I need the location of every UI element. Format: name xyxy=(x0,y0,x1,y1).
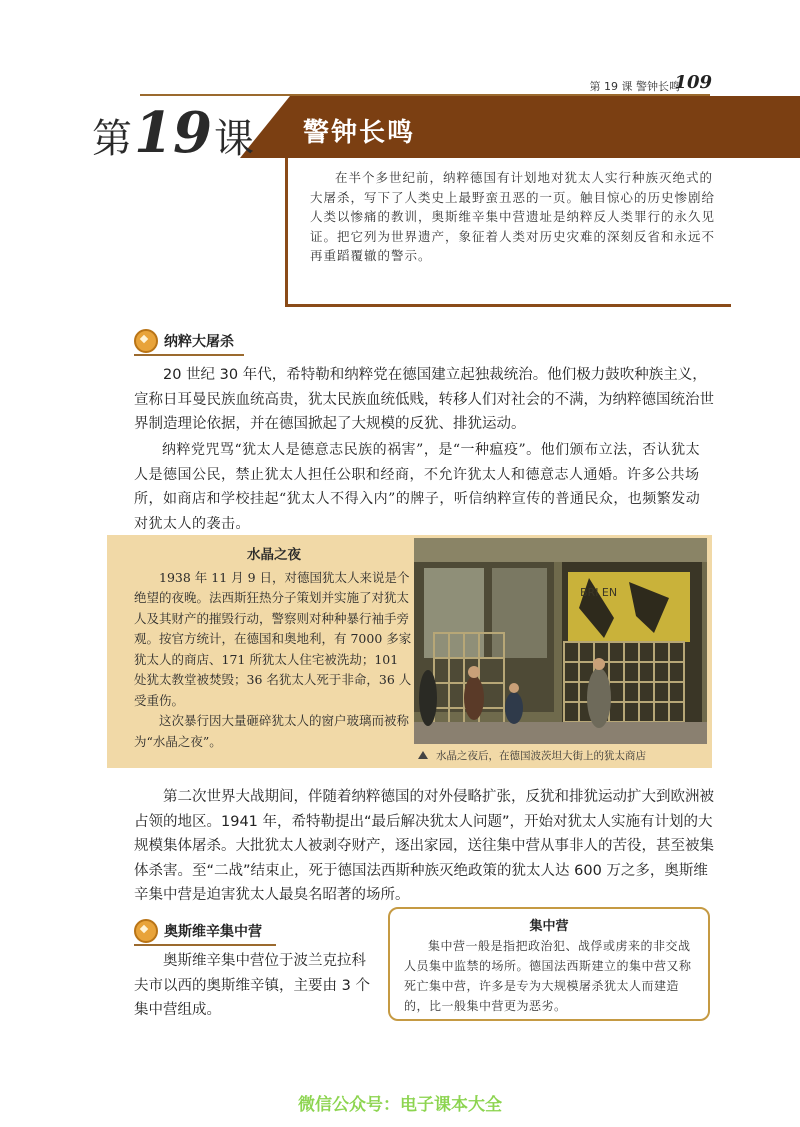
lesson-suffix: 课 xyxy=(213,116,254,162)
paragraph-2 xyxy=(134,438,714,536)
caption-triangle-icon xyxy=(418,751,428,759)
shop-photo-illustration xyxy=(414,538,707,744)
definition-title: 集中营 xyxy=(529,919,569,934)
shop-sign-text: BRI EN xyxy=(580,586,618,599)
feature-title: 水晶之夜 xyxy=(247,547,301,563)
lesson-title: 警钟长鸣 xyxy=(303,118,416,148)
feature-text xyxy=(134,545,414,752)
paragraph-4 xyxy=(134,949,376,1023)
kristallnacht-photo xyxy=(414,538,707,744)
paragraph-4-text: 奥斯维辛集中营位于波兰克拉科夫市以西的奥斯维辛镇，主要由 3 个集中营组成。 xyxy=(134,953,370,1018)
lesson-prefix: 第 xyxy=(92,116,132,162)
paragraph-3-text: 第二次世界大战期间，伴随着纳粹德国的对外侵略扩张，反犹和排犹运动扩大到欧洲被占领的地区。1941 年，希特勒提出“最后解决犹太人问题”，开始对犹太人实施有计划的大规模集体屠杀。大批犹太人被剥夺财产，逐出家园，送往集中营从事非人的苦役，甚至被集体杀害。至“二战”结束止，死于德国法西斯种族灭绝政策的犹太人达 600 万之多，奥斯维辛集中营是迫害犹太人最臭名昭著的场所。 xyxy=(134,789,714,903)
section-badge-icon xyxy=(134,329,158,353)
section-heading-auschwitz xyxy=(134,919,262,943)
definition-box-concentration-camp xyxy=(388,907,710,1021)
section-heading-nazi-holocaust xyxy=(134,329,234,353)
paragraph-2-text: 纳粹党咒骂“犹太人是德意志民族的祸害”，是“一种瘟疫”。他们颁布立法，否认犹太人是德国公民，禁止犹太人担任公职和经商，不允许犹太人和德意志人通婚。许多公共场所，如商店和学校挂起“犹太人不得入内”的牌子，听信纳粹宣传的普通民众，也频繁发动对犹太人的袭击。 xyxy=(134,442,701,532)
lesson-number-value: 19 xyxy=(134,100,212,166)
paragraph-3 xyxy=(134,785,714,908)
watermark: 微信公众号：电子课本大全 xyxy=(298,1095,502,1115)
intro-text: 在半个多世纪前，纳粹德国有计划地对犹太人实行种族灭绝式的大屠杀，写下了人类史上最野蛮丑恶的一页。触目惊心的历史惨剧给人类以惨痛的教训，奥斯维辛集中营遗址是纳粹反人类罪行的永久见证。把它列为世界遗产，象征着人类对历史灾难的深刻反省和永远不再重蹈覆辙的警示。 xyxy=(310,170,716,263)
lesson-number xyxy=(92,100,254,166)
photo-caption xyxy=(414,745,707,765)
section-heading-text: 奥斯维辛集中营 xyxy=(164,924,262,940)
page-number: 109 xyxy=(674,72,712,93)
section-underline xyxy=(134,944,276,946)
feature-paragraph-2: 这次暴行因大量砸碎犹太人的窗户玻璃而被称为“水晶之夜”。 xyxy=(134,713,410,749)
intro-box xyxy=(285,158,731,307)
paragraph-1 xyxy=(134,363,714,437)
definition-text: 集中营一般是指把政治犯、战俘或虏来的非交战人员集中监禁的场所。德国法西斯建立的集中营又称死亡集中营，许多是专为大规模屠杀犹太人而建造的，比一般集中营更为恶劣。 xyxy=(404,939,692,1013)
section-underline xyxy=(134,354,244,356)
section-badge-icon xyxy=(134,919,158,943)
feature-paragraph-1: 1938 年 11 月 9 日，对德国犹太人来说是个绝望的夜晚。法西斯狂热分子策划并实施了对犹太人及其财产的摧毁行动，警察则对种种暴行袖手旁观。按官方统计，在德国和奥地利，有 7000 多家犹太人的商店、171 所犹太人住宅被洗劫；101 处犹太教堂被焚毁；36 名犹太人死于非命，36 人受重伤。 xyxy=(134,569,412,708)
section-heading-text: 纳粹大屠杀 xyxy=(164,334,234,350)
running-header xyxy=(0,60,800,96)
running-title: 第 19 课 警钟长鸣 xyxy=(589,80,680,93)
photo-caption-text: 水晶之夜后，在德国波茨坦大街上的犹太商店 xyxy=(436,749,646,762)
paragraph-1-text: 20 世纪 30 年代，希特勒和纳粹党在德国建立起独裁统治。他们极力鼓吹种族主义，宣称日耳曼民族血统高贵，犹太民族血统低贱，转移人们对社会的不满，为纳粹德国统治世界制造理论依据，并在德国掀起了大规模的反犹、排犹运动。 xyxy=(134,367,714,432)
